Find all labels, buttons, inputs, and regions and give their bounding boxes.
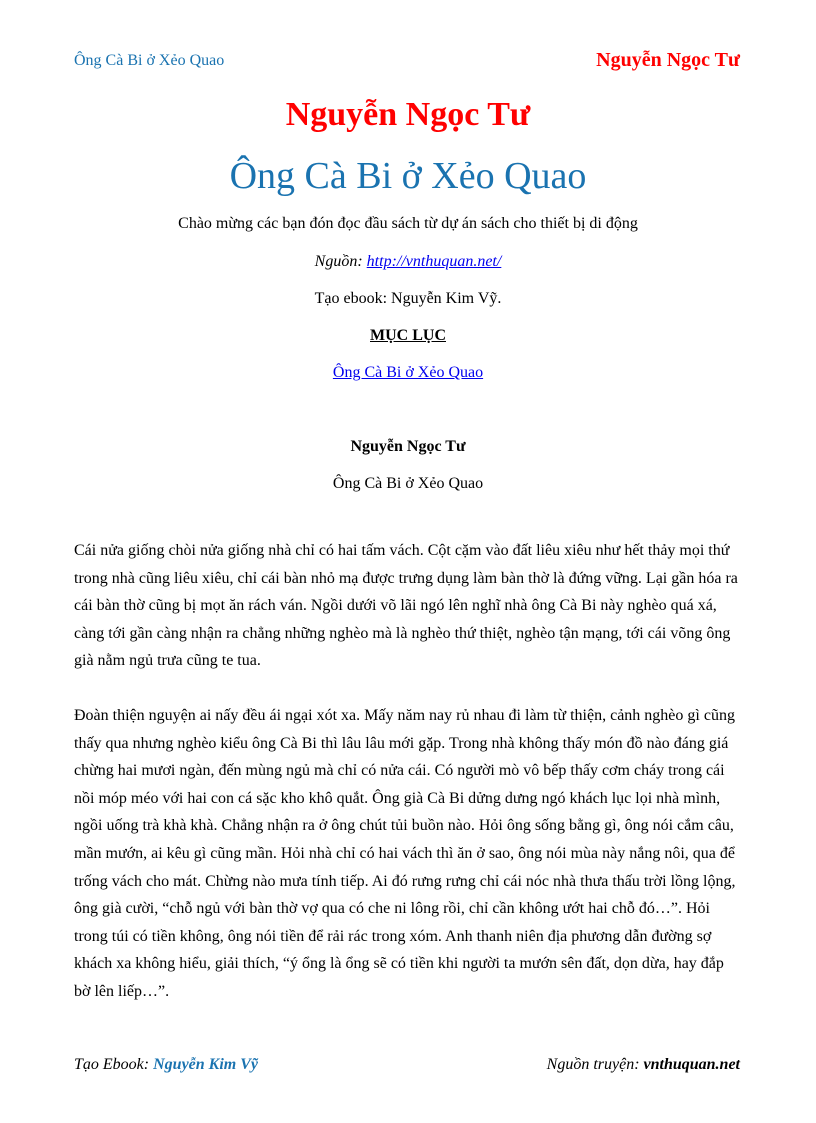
footer-source-label: Nguồn truyện (546, 1056, 635, 1073)
toc-item-link[interactable]: Ông Cà Bi ở Xẻo Quao (332, 364, 484, 381)
story-body (74, 537, 744, 1033)
footer-source-sep: : (634, 1056, 644, 1073)
header-book-title: Ông Cà Bi ở Xẻo Quao (74, 52, 225, 69)
paragraph: Đoàn thiện nguyện ai nấy đều ái ngại xót xa. Mấy năm nay rủ nhau đi làm từ thiện, cảnh nghèo gì cũng thấy qua nhưng nghèo kiểu ông Cà Bi thì lâu lâu mới gặp. Trong nhà không thấy món đồ nào đáng giá chừng hai mươi ngàn, đến mùng ngủ mà chỉ có nửa cái. Có người mò vô bếp thấy cơm cháy trong cái nồi móp méo với hai con cá sặc kho khô quắt. Ông già Cà Bi dửng dưng ngó khách lục lọi nhà mình, ngồi uống trà khà khà. Chẳng nhận ra ở ông chút tủi buồn nào. Hỏi ông sống bằng gì, ông nói cắm câu, mần mướn, ai kêu gì cũng mần. Hỏi nhà chỉ có hai vách thì ăn ở sao, ông nói mùa này nắng nôi, qua để trống vách cho mát. Chừng nào mưa tính tiếp. Ai đó rưng rưng chỉ cái nóc nhà thưa thấu trời lồng lộng, ông già cười, “chỗ ngủ với bàn thờ vợ qua có che ni lông rồi, chỉ cần không ướt hai chỗ đó…”. Hỏi trong túi có tiền không, ông nói tiền để rải rác trong xóm. Anh thanh niên địa phương dẫn đường sợ khách xa không hiểu, giải thích, “ý ổng là ổng sẽ có tiền khi người ta mướn sên đất, dọn dừa, hay đắp bờ lên liếp…”. (74, 706, 736, 1000)
section-author: Nguyễn Ngọc Tư (350, 438, 466, 455)
paragraph: Cái nửa giống chòi nửa giống nhà chỉ có hai tấm vách. Cột cặm vào đất liêu xiêu như hết thảy mọi thứ trong nhà cũng liêu xiêu, chỉ cái bàn nhỏ mạ được trưng dụng làm bàn thờ là đứng vững. Lại gần hóa ra cái bàn thờ cũng bị mọt ăn rách ván. Ngồi dưới võ lãi ngó lên nghĩ nhà ông Cà Bi này nghèo quá xá, càng tới gần càng nhận ra chẳng những nghèo mà là nghèo thứ thiệt, nghèo tận mạng, tới cái võng ông già nằm ngủ trưa cũng te tua. (74, 542, 738, 670)
header-author-name: Nguyễn Ngọc Tư (596, 49, 740, 71)
footer-ebook-credit (74, 1056, 258, 1074)
footer-source-credit (547, 1056, 740, 1074)
section-title: Ông Cà Bi ở Xẻo Quao (332, 475, 484, 492)
page-title-book: Ông Cà Bi ở Xẻo Quao (229, 155, 587, 197)
ebook-creator: Tạo ebook: Nguyễn Kim Vỹ. (314, 290, 502, 307)
footer-source-site: vnthuquan.net (643, 1056, 740, 1073)
footer-ebook-label: Tạo Ebook (74, 1056, 144, 1073)
toc-heading: MỤC LỤC (370, 327, 446, 344)
footer-ebook-sep: : (143, 1056, 154, 1073)
footer-ebook-name: Nguyễn Kim Vỹ (153, 1056, 258, 1073)
page-title-author: Nguyễn Ngọc Tư (285, 96, 531, 133)
welcome-text: Chào mừng các bạn đón đọc đầu sách từ dự án sách cho thiết bị di động (178, 215, 638, 232)
source-link[interactable]: http://vnthuquan.net/ (366, 253, 502, 270)
source-label: Nguồn: (314, 253, 367, 270)
source-line (0, 253, 816, 271)
